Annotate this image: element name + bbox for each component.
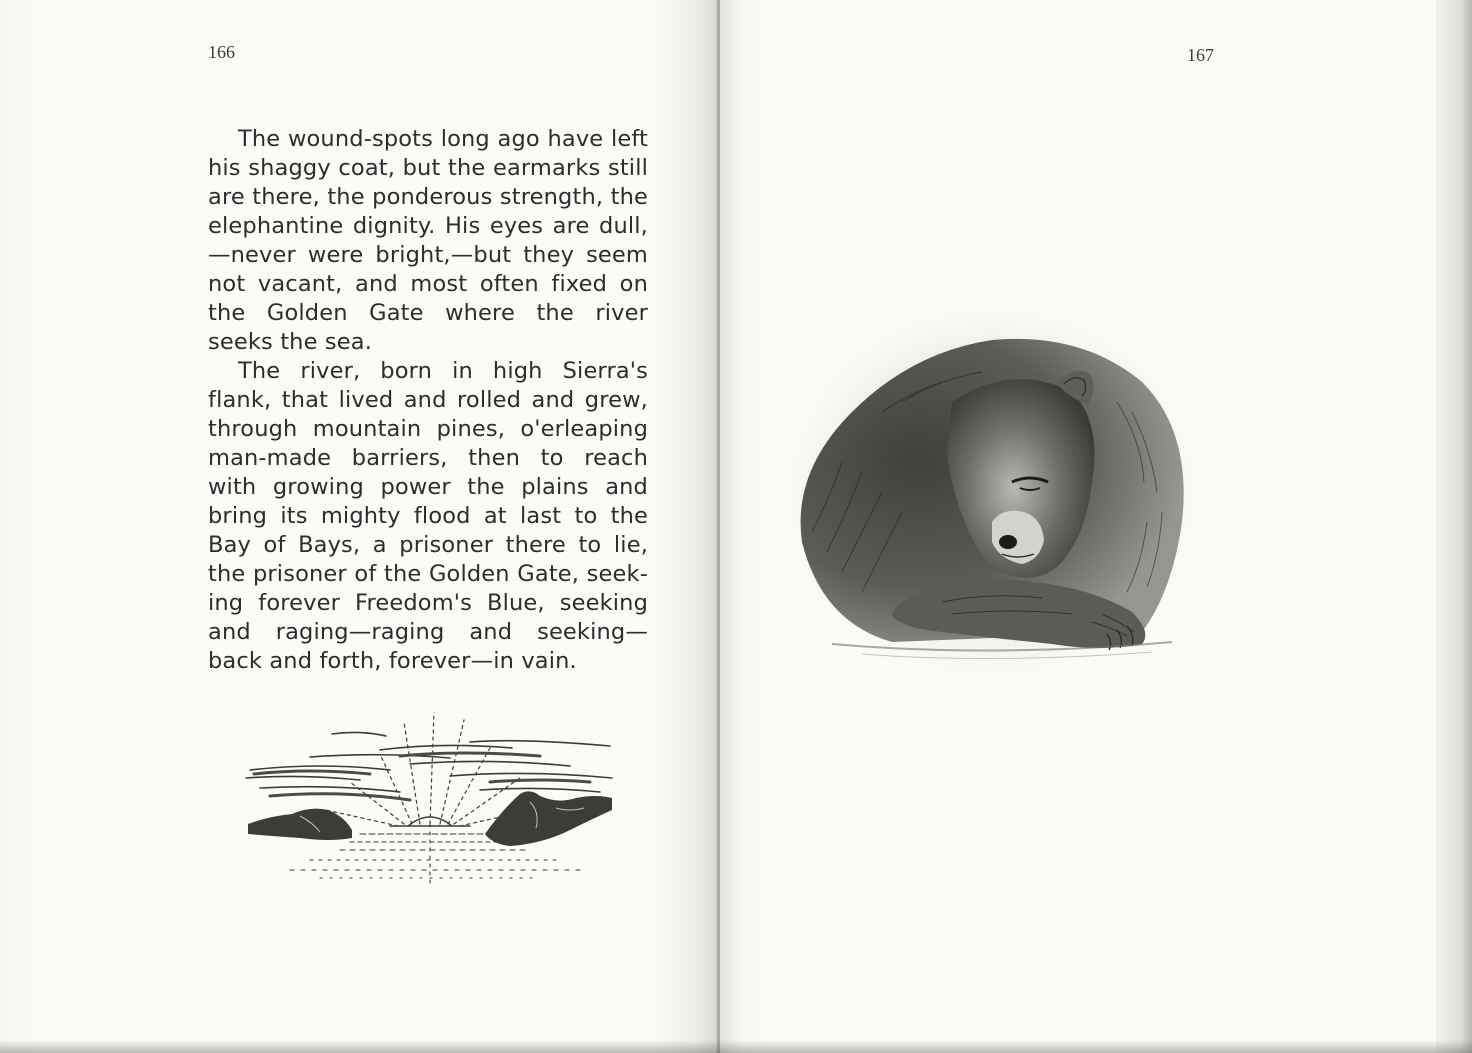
paragraph-2: The river, born in high Sierra's flank, that lived and rolled and grew, through mountain pines, o'erleaping man-made barriers, then to reach with growing power the plains and bring its mighty flood at last to the Bay of Bays, a prisoner there to lie, the prisoner of the Golden Gate, seek-ing forever Freedom's Blue, seeking and raging—raging and seeking— back and forth, forever—in vain. — [208, 358, 648, 674]
golden-gate-sunset-vignette — [240, 712, 620, 887]
headlands — [248, 791, 612, 846]
page-number-left: 166 — [208, 42, 235, 62]
cloud-streaks — [246, 732, 612, 792]
bottom-shadow — [0, 1040, 1472, 1053]
page-edge — [1436, 0, 1472, 1053]
resting-bear-illustration — [772, 292, 1212, 692]
paragraph-1: The wound-spots long ago have left his shaggy coat, but the earmarks still are there, the ponderous strength, the elephantine dignity. His eyes are dull, —never were bright,—but they seem not vacant, and most often fixed on the Golden Gate where the river seeks the sea. — [208, 126, 648, 355]
left-page — [0, 0, 718, 1053]
page-number-right: 167 — [1187, 45, 1214, 65]
body-text — [208, 125, 648, 676]
